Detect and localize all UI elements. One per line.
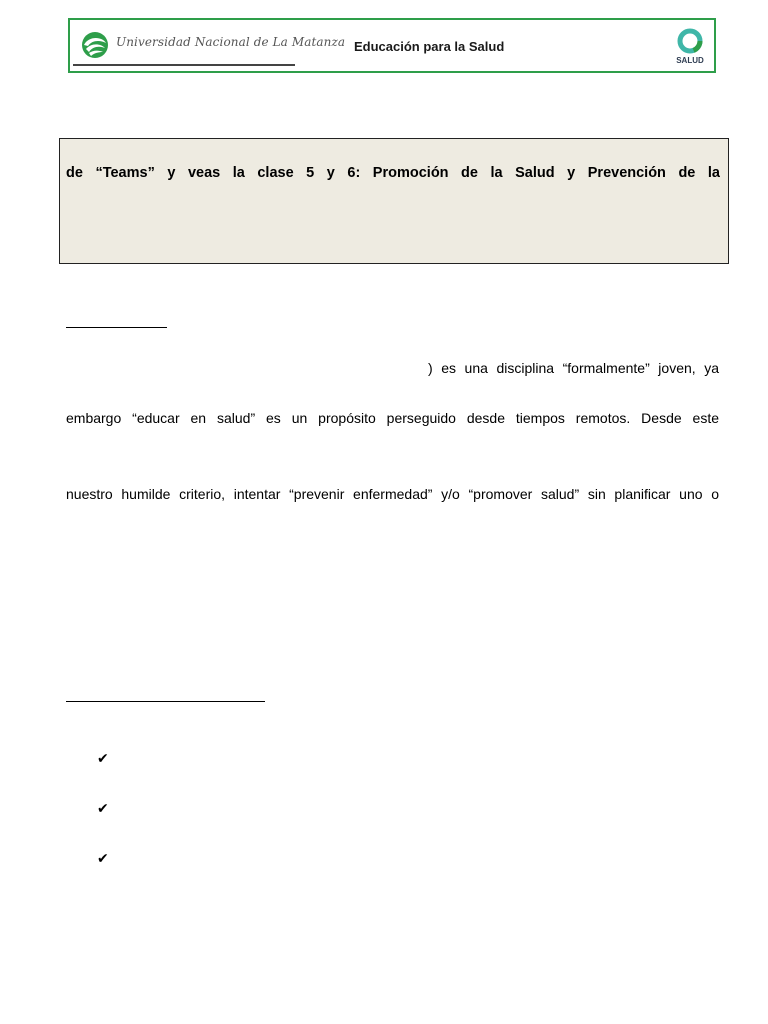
salud-label: SALUD [676,56,704,65]
university-name-underline [73,64,295,66]
instruction-box [59,138,729,264]
page-title: Educación para la Salud [354,39,505,54]
body-text-line: embargo “educar en salud” es un propósito perseguido desde tiempos remotos. Desde este [66,410,719,426]
section-heading-underline [66,701,265,702]
body-text-line: ) es una disciplina “formalmente” joven, ya [428,360,719,376]
body-text-line: nuestro humilde criterio, intentar “prevenir enfermedad” y/o “promover salud” sin planificar uno o [66,486,719,502]
section-heading-underline [66,327,167,328]
document-header [68,18,716,73]
checkmark-icon: ✔ [97,801,109,817]
unlam-swirl-logo-icon [78,30,112,60]
university-name: Universidad Nacional de La Matanza [116,35,346,49]
checkmark-icon: ✔ [97,751,109,767]
checkmark-icon: ✔ [97,851,109,867]
salud-ring-logo-icon [675,28,705,54]
instruction-text: de “Teams” y veas la clase 5 y 6: Promoción de la Salud y Prevención de la [66,165,720,181]
